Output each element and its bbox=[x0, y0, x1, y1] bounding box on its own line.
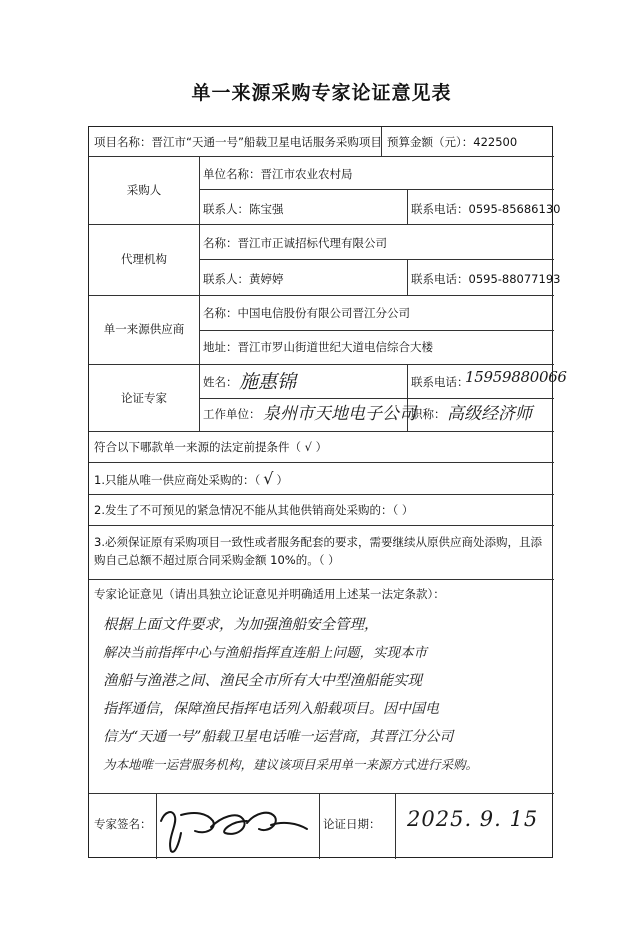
supplier-name-value: 中国电信股份有限公司晋江分公司 bbox=[237, 306, 410, 320]
expert-name-label: 姓名： bbox=[203, 375, 238, 389]
budget-value: 422500 bbox=[473, 135, 518, 149]
opinion-header: 专家论证意见（请出具独立论证意见并明确适用上述某一法定条款）： bbox=[94, 587, 445, 601]
opinion-line: 根据上面文件要求，为加强渔船安全管理， bbox=[103, 617, 379, 633]
condition-item-1-text: 1.只能从唯一供应商处采购的：（ bbox=[94, 473, 261, 487]
opinion-line: 渔船与渔港之间、渔民全市所有大中型渔船能实现 bbox=[103, 673, 422, 689]
project-name-value: 晋江市“天通一号”船载卫星电话服务采购项目 bbox=[151, 135, 382, 149]
supplier-address-label: 地址： bbox=[203, 340, 238, 354]
purchaser-contact-field bbox=[203, 202, 284, 216]
agency-name-label: 名称： bbox=[203, 236, 238, 250]
agency-contact-field bbox=[203, 272, 284, 286]
agency-contact-label: 联系人： bbox=[203, 272, 249, 286]
expert-signature bbox=[151, 795, 321, 857]
expert-title-handwriting: 高级经济师 bbox=[447, 404, 532, 424]
supplier-name-field bbox=[203, 306, 410, 320]
budget-label: 预算金额（元）： bbox=[387, 135, 474, 149]
purchaser-phone-label: 联系电话： bbox=[411, 202, 469, 216]
agency-contact-value: 黄婷婷 bbox=[249, 272, 284, 286]
agency-phone-value: 0595-88077193 bbox=[468, 272, 561, 286]
opinion-line: 解决当前指挥中心与渔船指挥直连船上问题，实现本市 bbox=[103, 645, 427, 661]
budget-field bbox=[387, 135, 517, 149]
purchaser-unit-field bbox=[203, 167, 353, 181]
form-table bbox=[88, 126, 567, 858]
agency-name-value: 晋江市正诚招标代理有限公司 bbox=[237, 236, 387, 250]
condition-item-1 bbox=[94, 469, 288, 488]
agency-phone-label: 联系电话： bbox=[411, 272, 469, 286]
supplier-address-value: 晋江市罗山街道世纪大道电信综合大楼 bbox=[237, 340, 433, 354]
condition-item-1-close: ） bbox=[276, 473, 288, 487]
opinion-handwriting bbox=[103, 611, 549, 779]
expert-section-label: 论证专家 bbox=[121, 391, 167, 405]
supplier-address-field bbox=[203, 340, 433, 354]
condition-item-1-checkmark: √ bbox=[263, 469, 274, 488]
expert-name-handwriting: 施惠锦 bbox=[239, 371, 297, 393]
expert-phone-handwriting: 15959880066 bbox=[465, 368, 567, 386]
conditions-header: 符合以下哪款单一来源的法定前提条件（ √ ） bbox=[94, 440, 328, 454]
purchaser-phone-value: 0595-85686130 bbox=[468, 202, 561, 216]
purchaser-unit-label: 单位名称： bbox=[203, 167, 261, 181]
expert-work-handwriting: 泉州市天地电子公司 bbox=[263, 404, 416, 424]
agency-phone-field bbox=[411, 272, 560, 286]
purchaser-contact-value: 陈宝强 bbox=[249, 202, 284, 216]
condition-item-2: 2.发生了不可预见的紧急情况不能从其他供销商处采购的：（ ） bbox=[94, 503, 414, 517]
condition-item-3: 3.必须保证原有采购项目一致性或者服务配套的要求，需要继续从原供应商处添购，且添购自己总额不超过原合同采购金额 10%的。（ ） bbox=[94, 535, 542, 567]
expert-title-label: 职称： bbox=[411, 407, 446, 421]
agency-name-field bbox=[203, 236, 387, 250]
purchaser-phone-field bbox=[411, 202, 560, 216]
page-title: 单一来源采购专家论证意见表 bbox=[191, 82, 452, 104]
expert-phone-label: 联系电话： bbox=[411, 375, 469, 389]
purchaser-section-label: 采购人 bbox=[126, 183, 162, 197]
supplier-section-label: 单一来源供应商 bbox=[103, 322, 185, 336]
opinion-line: 信为“天通一号”船载卫星电话唯一运营商，其晋江分公司 bbox=[103, 729, 454, 745]
agency-section-label: 代理机构 bbox=[121, 252, 167, 266]
project-name-field bbox=[94, 135, 382, 149]
signature-label: 专家签名： bbox=[94, 817, 152, 831]
supplier-name-label: 名称： bbox=[203, 306, 238, 320]
project-name-label: 项目名称： bbox=[94, 135, 152, 149]
date-handwriting: 2025. 9. 15 bbox=[407, 807, 539, 831]
purchaser-contact-label: 联系人： bbox=[203, 202, 249, 216]
opinion-line: 为本地唯一运营服务机构，建议该项目采用单一来源方式进行采购。 bbox=[103, 757, 479, 772]
purchaser-unit-value: 晋江市农业农村局 bbox=[260, 167, 353, 181]
expert-work-label: 工作单位： bbox=[203, 407, 261, 421]
date-label: 论证日期： bbox=[323, 817, 381, 831]
opinion-line: 指挥通信，保障渔民指挥电话列入船载项目。因中国电 bbox=[103, 701, 439, 717]
